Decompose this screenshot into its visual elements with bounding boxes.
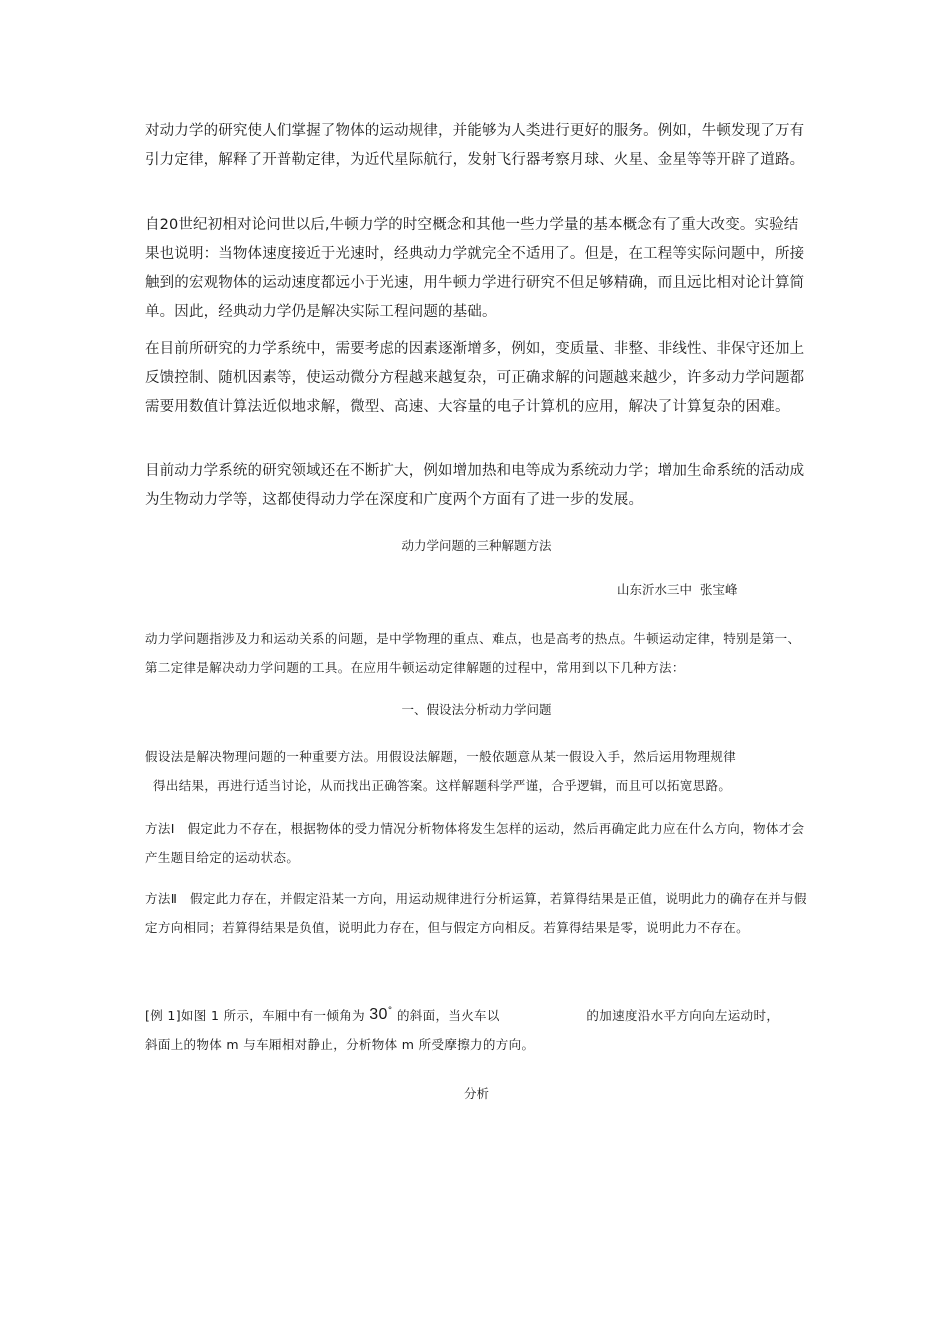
- example-text-part-2: 的斜面，当火车以: [396, 1008, 500, 1023]
- paragraph-field-expansion: 目前动力学系统的研究领域还在不断扩大，例如增加热和电等成为系统动力学；增加生命系统的活动成为生物动力学等，这都使得动力学在深度和广度两个方面有了进一步的发展。: [145, 463, 805, 508]
- paragraph-method-1: 方法Ⅰ 假定此力不存在，根据物体的受力情况分析物体将发生怎样的运动，然后再确定此力应在什么方向，物体才会产生题目给定的运动状态。: [145, 821, 805, 865]
- example-1: [145, 997, 808, 1059]
- paragraph-assumption-method: [145, 743, 808, 800]
- assumption-line-1: 假设法是解决物理问题的一种重要方法。用假设法解题，一般依题意从某一假设入手，然后运用物理规律: [145, 749, 737, 764]
- example-line-2: 斜面上的物体 m 与车厢相对静止，分析物体 m 所受摩擦力的方向。: [145, 1036, 535, 1052]
- example-text-part-3: 的加速度沿水平方向向左运动时，: [586, 1008, 780, 1023]
- assumption-line-2: 得出结果，再进行适当讨论，从而找出正确答案。这样解题科学严谨，合乎逻辑，而且可以拓宽思路。: [153, 777, 732, 793]
- paragraph-dynamics-research: 对动力学的研究使人们掌握了物体的运动规律，并能够为人类进行更好的服务。例如，牛顿发现了万有引力定律，解释了开普勒定律，为近代星际航行，发射飞行器考察月球、火星、金星等等开辟了道路。: [145, 123, 805, 168]
- degree-mark: °: [387, 1006, 393, 1016]
- section-heading-assumption-method: 一、假设法分析动力学问题: [401, 702, 552, 717]
- paragraph-mechanical-systems: 在目前所研究的力学系统中，需要考虑的因素逐渐增多，例如，变质量、非整、非线性、非保守还加上反馈控制、随机因素等，使运动微分方程越来越复杂，可正确求解的问题越来越少，许多动力学问题都需要用数值计算法近似地求解，微型、高速、大容量的电子计算机的应用，解决了计算复杂的困难。: [145, 341, 805, 415]
- analysis-label: 分析: [463, 1086, 489, 1101]
- article-author: 山东沂水三中 张宝峰: [617, 582, 738, 597]
- example-line-1: [145, 997, 808, 1031]
- example-text-part-1: [例 1]如图 1 所示，车厢中有一倾角为: [145, 1008, 365, 1023]
- article-intro: 动力学问题指涉及力和运动关系的问题，是中学物理的重点、难点，也是高考的热点。牛顿运动定律，特别是第一、第二定律是解决动力学问题的工具。在应用牛顿运动定律解题的过程中，常用到以下几种方法：: [145, 631, 801, 675]
- paragraph-relativity: 自20世纪初相对论问世以后,牛顿力学的时空概念和其他一些力学量的基本概念有了重大改变。实验结果也说明：当物体速度接近于光速时，经典动力学就完全不适用了。但是，在工程等实际问题中，所接触到的宏观物体的运动速度都远小于光速，用牛顿力学进行研究不但足够精确，而且远比相对论计算简单。因此，经典动力学仍是解决实际工程问题的基础。: [145, 217, 805, 320]
- paragraph-method-2: 方法Ⅱ 假定此力存在，并假定沿某一方向，用运动规律进行分析运算，若算得结果是正值，说明此力的确存在并与假定方向相同；若算得结果是负值，说明此力存在，但与假定方向相反。若算得结果是零，说明此力不存在。: [145, 891, 807, 935]
- article-title: 动力学问题的三种解题方法: [401, 538, 552, 553]
- angle-30-value: 30: [369, 1006, 388, 1023]
